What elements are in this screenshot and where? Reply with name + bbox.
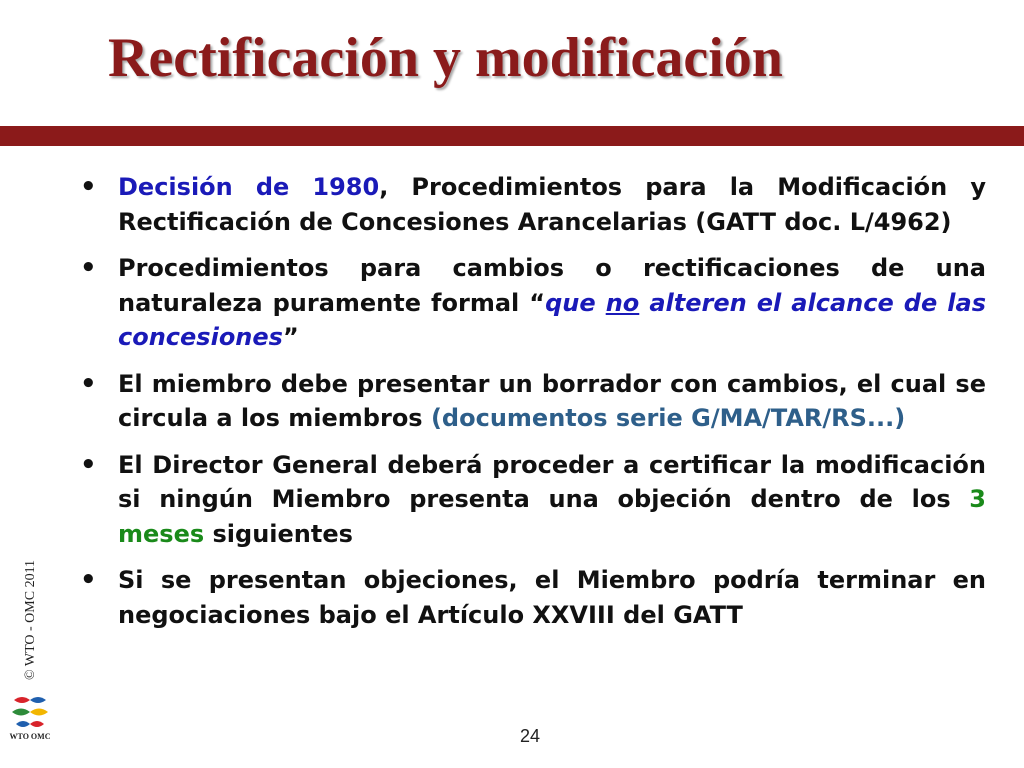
bullet-item-4	[80, 448, 986, 552]
bullet-text: El miembro debe presentar un borrador con cambios, el cual se circula a los miembros	[118, 369, 986, 432]
bullet-text: El Director General deberá proceder a certificar la modificación si ningún Miembro presenta una objeción dentro de los	[118, 450, 986, 513]
bullet-text: Si se presentan objeciones, el Miembro podría terminar en negociaciones bajo el Artículo XXVIII del GATT	[118, 566, 986, 629]
copyright-text: © WTO - OMC 2011	[23, 559, 38, 680]
bullet-icon: •	[80, 172, 97, 202]
bullet-icon: •	[80, 565, 97, 595]
bullet-icon: •	[80, 449, 97, 480]
page-number: 24	[520, 726, 541, 746]
decision-1980-link[interactable]: Decisión de 1980	[118, 173, 380, 201]
bullet-item-3	[80, 367, 986, 436]
bullet-text: ”	[282, 323, 299, 351]
bullet-list	[80, 170, 986, 644]
bullet-item-2	[80, 251, 986, 355]
bullet-text: Procedimientos para cambios o rectificaciones de una naturaleza puramente formal “	[118, 254, 986, 317]
quote-text: que	[545, 288, 606, 317]
bullet-text: , Procedimientos para la Modificación y Rectificación de Concesiones Arancelarias (GATT doc. L/4962)	[118, 173, 986, 236]
quote-text: alteren el alcance de las concesiones	[118, 288, 987, 351]
bullet-icon: •	[80, 368, 97, 399]
period-highlight: 3 meses	[118, 485, 986, 548]
logo-label: WTO OMC	[9, 732, 51, 741]
bullet-icon: •	[80, 253, 97, 283]
bullet-text: siguientes	[204, 519, 353, 548]
document-series-ref: (documentos serie G/MA/TAR/RS...)	[430, 404, 906, 432]
bullet-item-1	[80, 170, 986, 239]
bullet-item-5	[80, 563, 986, 632]
quote-emphasis: no	[605, 288, 640, 317]
title-rule	[0, 126, 1024, 146]
slide-title: Rectificación y modificación	[108, 27, 783, 89]
